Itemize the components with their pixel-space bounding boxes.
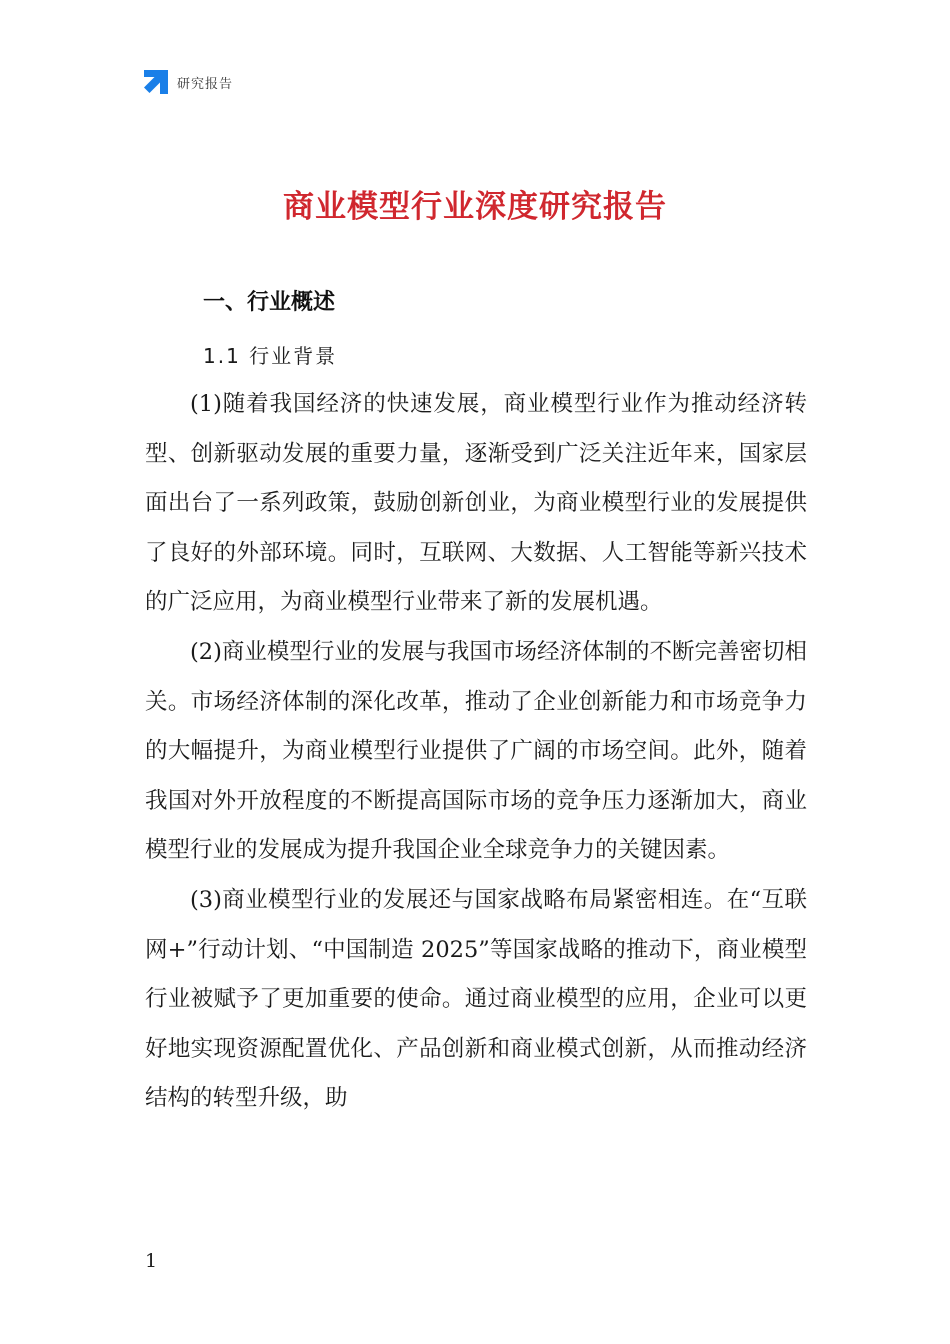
document-title: 商业模型行业深度研究报告: [283, 189, 667, 225]
paragraph: (1)随着我国经济的快速发展，商业模型行业作为推动经济转型、创新驱动发展的重要力量，逐渐受到广泛关注近年来，国家层面出台了一系列政策，鼓励创新创业，为商业模型行业的发展提供了良好的外部环境。同时，互联网、大数据、人工智能等新兴技术的广泛应用，为商业模型行业带来了新的发展机遇。: [145, 391, 807, 616]
page-header: [143, 68, 233, 96]
header-label: 研究报告: [177, 76, 234, 92]
paragraph: (2)商业模型行业的发展与我国市场经济体制的不断完善密切相关。市场经济体制的深化改革，推动了企业创新能力和市场竞争力的大幅提升，为商业模型行业提供了广阔的市场空间。此外，随着我国对外开放程度的不断提高国际市场的竞争压力逐渐加大，商业模型行业的发展成为提升我国企业全球竞争力的关键因素。: [145, 638, 807, 864]
subsection-heading: 1.1 行业背景: [203, 344, 338, 368]
paragraph: (3)商业模型行业的发展还与国家战略布局紧密相连。在“互联网+”行动计划、“中国制造 2025”等国家战略的推动下，商业模型行业被赋予了更加重要的使命。通过商业模型的应用，企业可以更好地实现资源配置优化、产品创新和商业模式创新，从而推动经济结构的转型升级，助: [145, 886, 807, 1112]
body-text: [145, 380, 807, 1124]
page-number: 1: [145, 1250, 158, 1272]
arrow-up-right-icon: [143, 69, 169, 95]
section-heading: 一、行业概述: [203, 290, 336, 315]
